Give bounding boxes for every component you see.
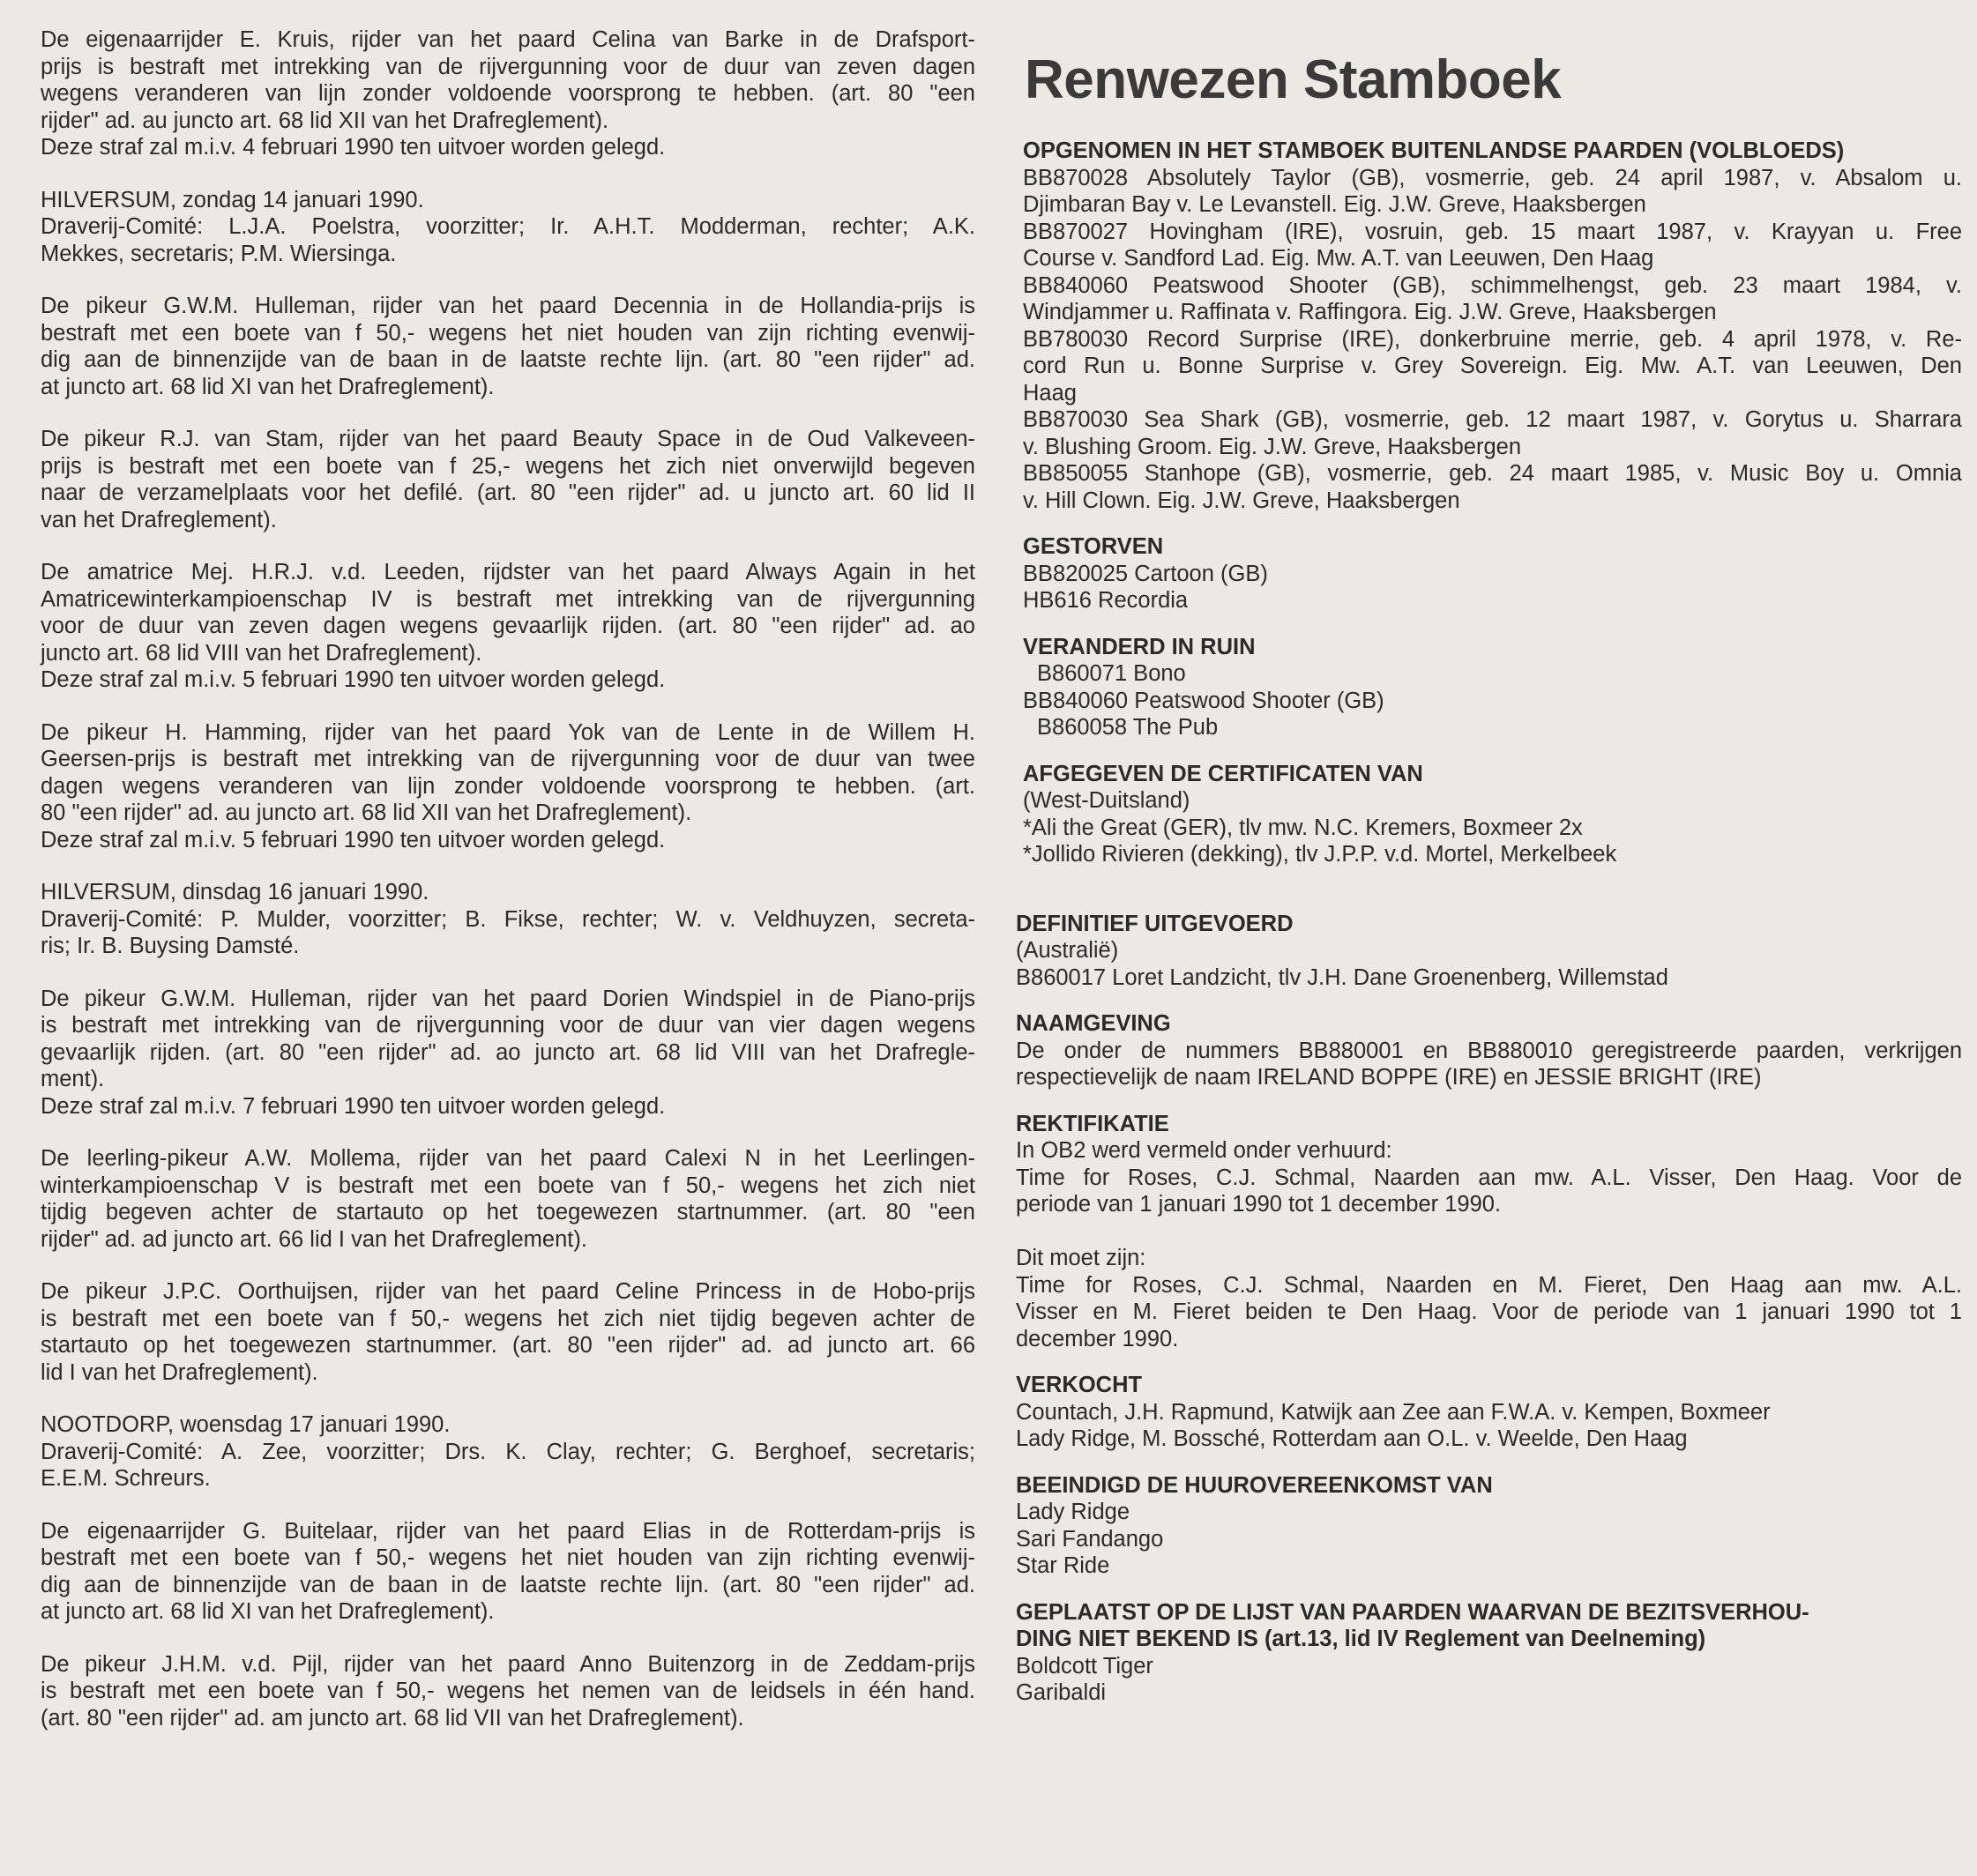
- section-heading: GESTORVEN: [1023, 534, 1164, 559]
- paragraph-line: ris; Ir. B. Buysing Damsté.: [41, 934, 300, 958]
- paragraph-line: prijs is bestraft met intrekking van de rijvergunning voor de duur van zeven dagen: [41, 54, 975, 79]
- paragraph-line: naar de verzamelplaats voor het defilé. (art. 80 "een rijder" ad. u juncto art. 60 lid II: [41, 480, 975, 505]
- paragraph-line: De eigenaarrijder E. Kruis, rijder van het paard Celina van Barke in de Drafsport-: [41, 27, 975, 52]
- section-line: HB616 Recordia: [1023, 588, 1189, 613]
- section-line: *Jollido Rivieren (dekking), tlv J.P.P. v.d. Mortel, Merkelbeek: [1023, 842, 1617, 867]
- left-paragraph: [41, 293, 975, 400]
- paragraph-line: Deze straf zal m.i.v. 5 februari 1990 ten uitvoer worden gelegd.: [41, 827, 666, 852]
- section-line: BB870028 Absolutely Taylor (GB), vosmerrie, geb. 24 april 1987, v. Absalom u.: [1023, 165, 1962, 190]
- left-column: [41, 26, 975, 1757]
- section-line: B860071 Bono: [1037, 661, 1186, 686]
- section-line: Course v. Sandford Lad. Eig. Mw. A.T. van Leeuwen, Den Haag: [1023, 246, 1654, 271]
- paragraph-line: Draverij-Comité: P. Mulder, voorzitter; B. Fikse, rechter; W. v. Veldhuyzen, secreta-: [41, 906, 975, 932]
- stamboek-section: [1023, 138, 1962, 514]
- stamboek-sections: [1005, 138, 1962, 1707]
- section-line: cord Run u. Bonne Surprise v. Grey Sovereign. Eig. Mw. A.T. van Leeuwen, Den: [1023, 354, 1962, 378]
- paragraph-line: Deze straf zal m.i.v. 4 februari 1990 ten uitvoer worden gelegd.: [41, 135, 666, 160]
- section-heading: REKTIFIKATIE: [1016, 1111, 1169, 1136]
- section-line: *Ali the Great (GER), tlv mw. N.C. Kremers, Boxmeer 2x: [1023, 815, 1583, 840]
- section-line: Boldcott Tiger: [1016, 1653, 1153, 1679]
- paragraph-line: De pikeur J.P.C. Oorthuijsen, rijder van het paard Celine Princess in de Hobo-prijs: [41, 1279, 975, 1304]
- section-line: december 1990.: [1016, 1326, 1179, 1351]
- left-paragraph: [41, 1518, 975, 1626]
- paragraph-line: rijder" ad. ad juncto art. 66 lid I van het Drafreglement).: [41, 1226, 587, 1252]
- paragraph-line: juncto art. 68 lid VIII van het Drafreglement).: [41, 640, 482, 666]
- paragraph-line: bestraft met een boete van f 50,- wegens het niet houden van zijn richting evenwij-: [41, 320, 975, 346]
- paragraph-line: Amatricewinterkampioenschap IV is bestraft met intrekking van de rijvergunning: [41, 586, 975, 612]
- section-line: In OB2 werd vermeld onder verhuurd:: [1016, 1138, 1392, 1163]
- paragraph-line: dagen wegens veranderen van lijn zonder voldoende voorsprong te hebben. (art.: [41, 773, 975, 799]
- right-column: [1005, 49, 1962, 1726]
- paragraph-line: at juncto art. 68 lid XI van het Drafreglement).: [41, 1599, 495, 1624]
- section-line: Star Ride: [1016, 1553, 1110, 1578]
- section-line: BB840060 Peatswood Shooter (GB): [1023, 688, 1384, 713]
- paragraph-line: startauto op het toegewezen startnummer. (art. 80 "een rijder" ad. ad juncto art. 66: [41, 1333, 975, 1358]
- section-line: BB840060 Peatswood Shooter (GB), schimmelhengst, geb. 23 maart 1984, v.: [1023, 272, 1962, 298]
- left-paragraph: [41, 879, 975, 960]
- paragraph-line: bestraft met een boete van f 50,- wegens het niet houden van zijn richting evenwij-: [41, 1545, 975, 1570]
- section-line: De onder de nummers BB880001 en BB880010 geregistreerde paarden, verkrijgen: [1016, 1038, 1962, 1063]
- paragraph-line: prijs is bestraft met een boete van f 25,- wegens het zich niet onverwijld begeven: [41, 453, 975, 479]
- left-paragraph: [41, 986, 975, 1120]
- stamboek-section: [1023, 761, 1962, 868]
- section-heading: NAAMGEVING: [1016, 1011, 1171, 1036]
- section-line: Windjammer u. Raffinata v. Raffingora. Eig. J.W. Greve, Haaksbergen: [1023, 300, 1717, 324]
- section-heading: OPGENOMEN IN HET STAMBOEK BUITENLANDSE PAARDEN (VOLBLOEDS): [1023, 138, 1845, 163]
- paragraph-line: ment).: [41, 1067, 105, 1091]
- section-line: B860058 The Pub: [1037, 715, 1219, 740]
- section-line: BB820025 Cartoon (GB): [1023, 561, 1268, 586]
- left-paragraph: [41, 1145, 975, 1253]
- paragraph-line: Draverij-Comité: L.J.A. Poelstra, voorzitter; Ir. A.H.T. Modderman, rechter; A.K.: [41, 214, 975, 239]
- section-line: Lady Ridge, M. Bossché, Rotterdam aan O.L. v. Weelde, Den Haag: [1016, 1426, 1688, 1451]
- page-title: Renwezen Stamboek: [1025, 49, 1562, 110]
- section-line: Time for Roses, C.J. Schmal, Naarden en M. Fieret, Den Haag aan mw. A.L.: [1016, 1272, 1962, 1298]
- paragraph-line: is bestraft met een boete van f 50,- wegens het nemen van de leidsels in één hand.: [41, 1679, 975, 1703]
- paragraph-line: 80 "een rijder" ad. au juncto art. 68 lid XII van het Drafreglement).: [41, 800, 692, 825]
- left-paragraph: [41, 26, 975, 161]
- section-line: (Australië): [1016, 938, 1119, 963]
- paragraph-line: E.E.M. Schreurs.: [41, 1466, 211, 1491]
- paragraph-line: (art. 80 "een rijder" ad. am juncto art. 68 lid VII van het Drafreglement).: [41, 1705, 744, 1731]
- section-line: Countach, J.H. Rapmund, Katwijk aan Zee aan F.W.A. v. Kempen, Boxmeer: [1016, 1399, 1771, 1425]
- section-heading: BEEINDIGD DE HUUROVEREENKOMST VAN: [1016, 1472, 1493, 1498]
- paragraph-line: winterkampioenschap V is bestraft met een boete van f 50,- wegens het zich niet: [41, 1172, 975, 1198]
- section-line: respectievelijk de naam IRELAND BOPPE (IRE) en JESSIE BRIGHT (IRE): [1016, 1065, 1762, 1090]
- left-paragraph: [41, 1411, 975, 1493]
- section-heading: VERANDERD IN RUIN: [1023, 634, 1256, 659]
- stamboek-section: [1023, 634, 1962, 741]
- paragraph-line: NOOTDORP, woensdag 17 januari 1990.: [41, 1412, 451, 1437]
- section-line: BB870027 Hovingham (IRE), vosruin, geb. 15 maart 1987, v. Krayyan u. Free: [1023, 219, 1962, 244]
- section-line: Haag: [1023, 380, 1077, 406]
- left-paragraph: [41, 426, 975, 533]
- stamboek-section: [1016, 1111, 1962, 1353]
- section-line: [1016, 1218, 1962, 1246]
- section-line: Visser en M. Fieret beiden te Den Haag. Voor de periode van 1 januari 1990 tot 1: [1016, 1299, 1962, 1324]
- paragraph-line: De pikeur G.W.M. Hulleman, rijder van het paard Decennia in de Hollandia-prijs is: [41, 294, 975, 318]
- stamboek-section: [1016, 1372, 1962, 1453]
- section-line: v. Hill Clown. Eig. J.W. Greve, Haaksbergen: [1023, 488, 1460, 513]
- paragraph-line: De amatrice Mej. H.R.J. v.d. Leeden, rijdster van het paard Always Again in het: [41, 560, 975, 584]
- section-line: Sari Fandango: [1016, 1526, 1164, 1552]
- paragraph-line: De pikeur J.H.M. v.d. Pijl, rijder van het paard Anno Buitenzorg in de Zeddam-prijs: [41, 1651, 975, 1677]
- section-heading: DEFINITIEF UITGEVOERD: [1016, 911, 1294, 936]
- paragraph-line: HILVERSUM, dinsdag 16 januari 1990.: [41, 880, 429, 904]
- section-line: BB870030 Sea Shark (GB), vosmerrie, geb. 12 maart 1987, v. Gorytus u. Sharrara: [1023, 407, 1962, 432]
- left-paragraph: [41, 187, 975, 268]
- section-line: B860017 Loret Landzicht, tlv J.H. Dane Groenenberg, Willemstad: [1016, 964, 1668, 990]
- paragraph-line: is bestraft met intrekking van de rijvergunning voor de duur van vier dagen wegens: [41, 1013, 975, 1038]
- paragraph-line: dig aan de binnenzijde van de baan in de laatste rechte lijn. (art. 80 "een rijder" ad.: [41, 347, 975, 372]
- paragraph-line: De eigenaarrijder G. Buitelaar, rijder van het paard Elias in de Rotterdam-prijs is: [41, 1518, 975, 1544]
- section-line: periode van 1 januari 1990 tot 1 december 1990.: [1016, 1192, 1502, 1217]
- section-heading: GEPLAATST OP DE LIJST VAN PAARDEN WAARVAN DE BEZITSVERHOU-: [1016, 1599, 1809, 1625]
- paragraph-line: De pikeur H. Hamming, rijder van het paard Yok van de Lente in de Willem H.: [41, 719, 975, 745]
- left-paragraph: [41, 1278, 975, 1386]
- paragraph-line: lid I van het Drafreglement).: [41, 1359, 318, 1385]
- paragraph-line: De leerling-pikeur A.W. Mollema, rijder van het paard Calexi N in het Leerlingen-: [41, 1146, 975, 1171]
- section-line: (West-Duitsland): [1023, 788, 1190, 813]
- section-line: BB780030 Record Surprise (IRE), donkerbruine merrie, geb. 4 april 1978, v. Re-: [1023, 326, 1962, 352]
- section-heading: AFGEGEVEN DE CERTIFICATEN VAN: [1023, 761, 1423, 786]
- left-paragraph: [41, 559, 975, 694]
- section-line: v. Blushing Groom. Eig. J.W. Greve, Haaksbergen: [1023, 434, 1522, 459]
- stamboek-section: [1016, 911, 1962, 992]
- section-heading: VERKOCHT: [1016, 1373, 1143, 1397]
- paragraph-line: dig aan de binnenzijde van de baan in de laatste rechte lijn. (art. 80 "een rijder" ad.: [41, 1572, 975, 1597]
- paragraph-line: HILVERSUM, zondag 14 januari 1990.: [41, 187, 424, 212]
- section-line: Time for Roses, C.J. Schmal, Naarden aan mw. A.L. Visser, Den Haag. Voor de: [1016, 1165, 1962, 1190]
- paragraph-line: Draverij-Comité: A. Zee, voorzitter; Drs. K. Clay, rechter; G. Berghoef, secretaris;: [41, 1439, 975, 1464]
- paragraph-line: gevaarlijk rijden. (art. 80 "een rijder" ad. ao juncto art. 68 lid VIII van het Drafregle-: [41, 1039, 975, 1065]
- paragraph-line: is bestraft met een boete van f 50,- wegens het zich niet tijdig begeven achter de: [41, 1306, 975, 1331]
- paragraph-line: voor de duur van zeven dagen wegens gevaarlijk rijden. (art. 80 "een rijder" ad. ao: [41, 614, 975, 638]
- section-line: Lady Ridge: [1016, 1500, 1130, 1524]
- stamboek-section: [1023, 533, 1962, 614]
- paragraph-line: van het Drafreglement).: [41, 507, 277, 532]
- section-line: Garibaldi: [1016, 1680, 1107, 1705]
- section-heading-continued: DING NIET BEKEND IS (art.13, lid IV Reglement van Deelneming): [1016, 1627, 1706, 1651]
- paragraph-line: Deze straf zal m.i.v. 7 februari 1990 ten uitvoer worden gelegd.: [41, 1093, 666, 1119]
- stamboek-section: [1016, 1599, 1962, 1707]
- paragraph-line: De pikeur G.W.M. Hulleman, rijder van het paard Dorien Windspiel in de Piano-prijs: [41, 986, 975, 1011]
- paragraph-line: Geersen-prijs is bestraft met intrekking van de rijvergunning voor de duur van twee: [41, 747, 975, 771]
- left-paragraph: [41, 1651, 975, 1732]
- left-paragraph: [41, 719, 975, 854]
- stamboek-section: [1016, 1472, 1962, 1580]
- paragraph-line: tijdig begeven achter de startauto op het toegewezen startnummer. (art. 80 "een: [41, 1200, 975, 1225]
- paragraph-line: wegens veranderen van lijn zonder voldoende voorsprong te hebben. (art. 80 "een: [41, 81, 975, 106]
- paragraph-line: De pikeur R.J. van Stam, rijder van het paard Beauty Space in de Oud Valkeveen-: [41, 427, 975, 451]
- section-line: Djimbaran Bay v. Le Levanstell. Eig. J.W. Greve, Haaksbergen: [1023, 192, 1646, 217]
- stamboek-section: [1016, 1010, 1962, 1091]
- paragraph-line: rijder" ad. au juncto art. 68 lid XII van het Drafreglement).: [41, 108, 609, 133]
- paragraph-line: at juncto art. 68 lid XI van het Drafreglement).: [41, 374, 495, 399]
- section-line: BB850055 Stanhope (GB), vosmerrie, geb. 24 maart 1985, v. Music Boy u. Omnia: [1023, 461, 1962, 486]
- paragraph-line: Deze straf zal m.i.v. 5 februari 1990 ten uitvoer worden gelegd.: [41, 667, 666, 692]
- section-line: Dit moet zijn:: [1016, 1246, 1146, 1270]
- paragraph-line: Mekkes, secretaris; P.M. Wiersinga.: [41, 241, 397, 266]
